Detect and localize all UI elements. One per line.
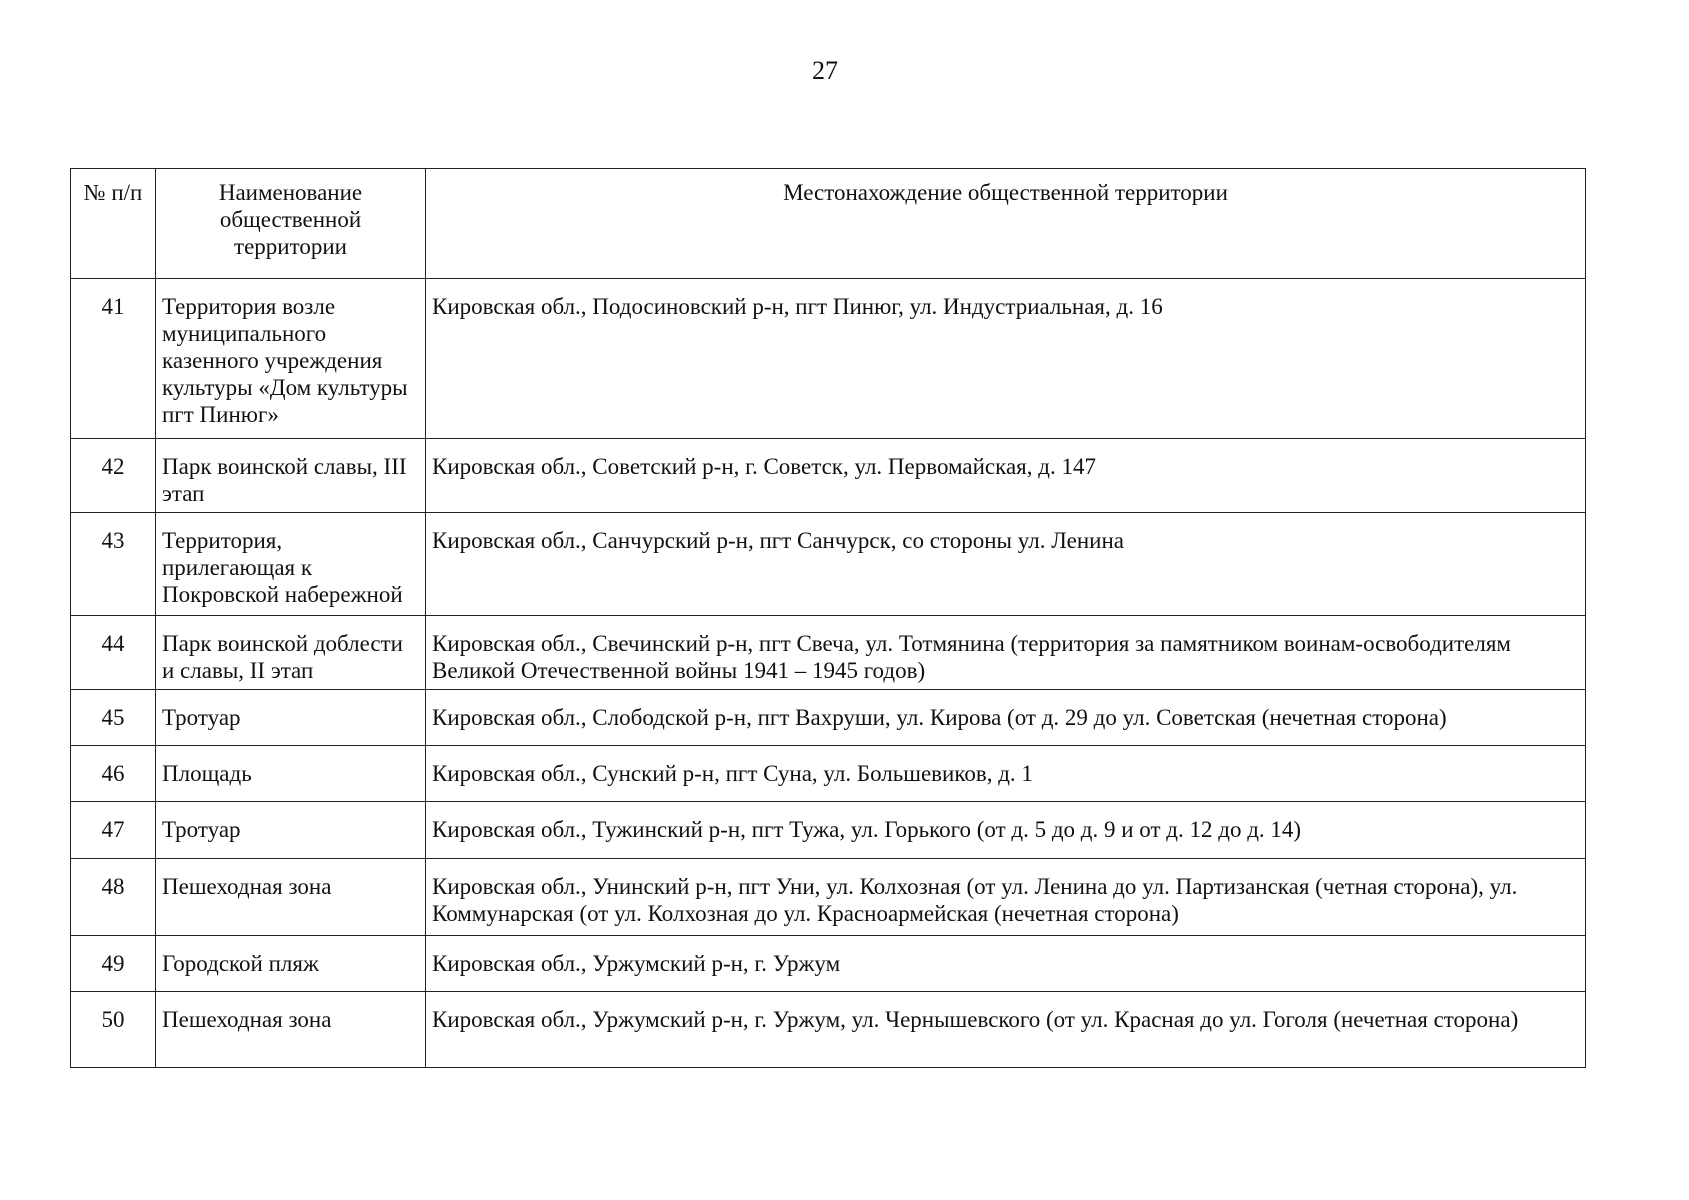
- table-row: [71, 513, 1586, 616]
- row-location: Кировская обл., Уржумский р-н, г. Уржум: [426, 936, 1586, 992]
- row-name: Пешеходная зона: [156, 992, 426, 1068]
- table-header-row: [71, 169, 1586, 279]
- row-num: 46: [71, 746, 156, 802]
- table-row: [71, 690, 1586, 746]
- row-location: Кировская обл., Санчурский р-н, пгт Санчурск, со стороны ул. Ленина: [426, 513, 1586, 616]
- table-row: [71, 992, 1586, 1068]
- row-name: Пешеходная зона: [156, 859, 426, 936]
- row-num: 42: [71, 439, 156, 513]
- header-location: Местонахождение общественной территории: [426, 169, 1586, 279]
- table-row: [71, 746, 1586, 802]
- row-name: Территория, прилегающая к Покровской набережной: [156, 513, 426, 616]
- header-name: Наименование общественной территории: [156, 169, 426, 279]
- row-location: Кировская обл., Подосиновский р-н, пгт Пинюг, ул. Индустриальная, д. 16: [426, 279, 1586, 439]
- row-location: Кировская обл., Унинский р-н, пгт Уни, ул. Колхозная (от ул. Ленина до ул. Партизанская (четная сторона), ул. Коммунарская (от ул. Колхозная до ул. Красноармейская (нечетная сторона): [426, 859, 1586, 936]
- row-name: Парк воинской доблести и славы, II этап: [156, 616, 426, 690]
- table-row: [71, 936, 1586, 992]
- table-row: [71, 616, 1586, 690]
- row-num: 43: [71, 513, 156, 616]
- row-name: Городской пляж: [156, 936, 426, 992]
- territory-table: [70, 168, 1586, 1068]
- row-num: 45: [71, 690, 156, 746]
- row-name: Тротуар: [156, 802, 426, 859]
- row-num: 48: [71, 859, 156, 936]
- row-num: 41: [71, 279, 156, 439]
- row-location: Кировская обл., Уржумский р-н, г. Уржум, ул. Чернышевского (от ул. Красная до ул. Гоголя (нечетная сторона): [426, 992, 1586, 1068]
- row-location: Кировская обл., Советский р-н, г. Советск, ул. Первомайская, д. 147: [426, 439, 1586, 513]
- row-location: Кировская обл., Свечинский р-н, пгт Свеча, ул. Тотмянина (территория за памятником воинам-освободителям Великой Отечественной войны 1941 – 1945 годов): [426, 616, 1586, 690]
- row-num: 49: [71, 936, 156, 992]
- row-name: Площадь: [156, 746, 426, 802]
- table-row: [71, 439, 1586, 513]
- row-location: Кировская обл., Тужинский р-н, пгт Тужа, ул. Горького (от д. 5 до д. 9 и от д. 12 до д. 14): [426, 802, 1586, 859]
- row-name: Тротуар: [156, 690, 426, 746]
- row-location: Кировская обл., Слободской р-н, пгт Вахруши, ул. Кирова (от д. 29 до ул. Советская (нечетная сторона): [426, 690, 1586, 746]
- header-num: № п/п: [71, 169, 156, 279]
- row-num: 47: [71, 802, 156, 859]
- table-row: [71, 859, 1586, 936]
- row-num: 50: [71, 992, 156, 1068]
- row-num: 44: [71, 616, 156, 690]
- table-row: [71, 802, 1586, 859]
- row-name: Территория возле муниципального казенного учреждения культуры «Дом культуры пгт Пинюг»: [156, 279, 426, 439]
- table-row: [71, 279, 1586, 439]
- row-location: Кировская обл., Сунский р-н, пгт Суна, ул. Большевиков, д. 1: [426, 746, 1586, 802]
- row-name: Парк воинской славы, III этап: [156, 439, 426, 513]
- page-number: 27: [812, 56, 838, 85]
